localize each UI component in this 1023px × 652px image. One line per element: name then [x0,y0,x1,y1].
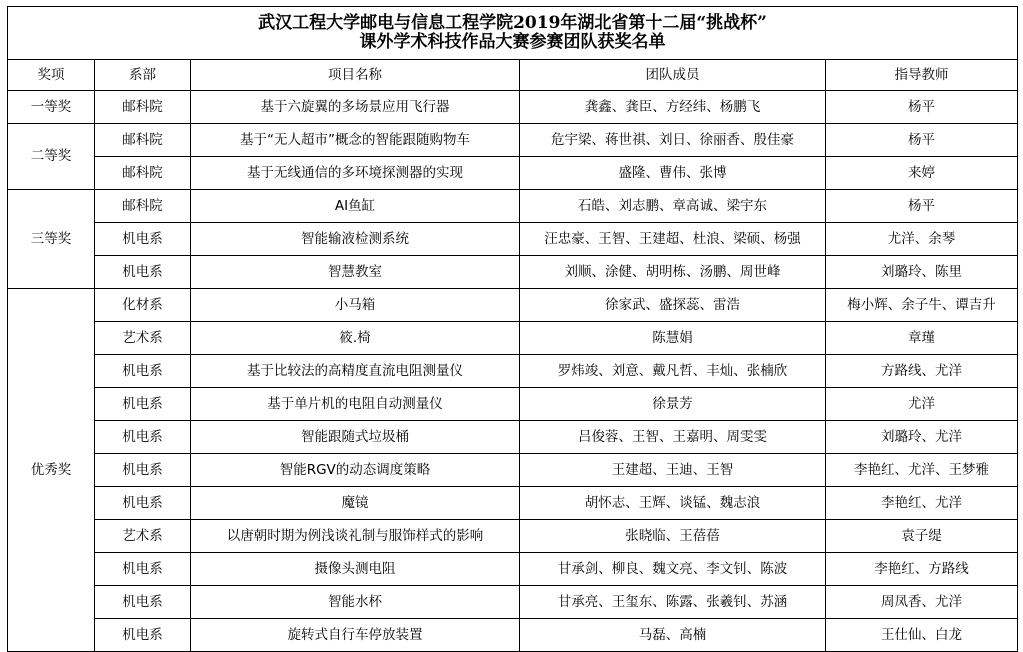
advisor-cell: 杨平 [826,91,1018,124]
project-cell: 摄像头测电阻 [191,553,520,586]
advisor-cell: 刘璐玲、陈里 [826,256,1018,289]
table-row [8,619,1018,652]
advisor-cell: 杨平 [826,124,1018,157]
department-cell: 机电系 [95,619,191,652]
project-cell: 智能RGV的动态调度策略 [191,454,520,487]
project-cell: 基于比较法的高精度直流电阻测量仪 [191,355,520,388]
table-row [8,322,1018,355]
advisor-cell: 袁子缇 [826,520,1018,553]
members-cell: 刘顺、涂健、胡明栋、汤鹏、周世峰 [520,256,826,289]
members-cell: 石皓、刘志鹏、章高诚、梁宇东 [520,190,826,223]
members-cell: 吕俊蓉、王智、王嘉明、周雯雯 [520,421,826,454]
table-row [8,223,1018,256]
members-cell: 甘承亮、王玺东、陈露、张羲钊、苏涵 [520,586,826,619]
members-cell: 胡怀志、王辉、谈锰、魏志浪 [520,487,826,520]
members-cell: 陈慧娟 [520,322,826,355]
project-cell: 以唐朝时期为例浅谈礼制与服饰样式的影响 [191,520,520,553]
advisor-cell: 章瑾 [826,322,1018,355]
table-row [8,190,1018,223]
header-members: 团队成员 [520,60,826,91]
project-cell: 智能水杯 [191,586,520,619]
advisor-cell: 周凤香、尤洋 [826,586,1018,619]
table-row [8,454,1018,487]
members-cell: 徐景芳 [520,388,826,421]
table-row [8,355,1018,388]
title-row [8,7,1018,60]
project-cell: AI鱼缸 [191,190,520,223]
project-cell: 旋转式自行车停放装置 [191,619,520,652]
header-advisor: 指导教师 [826,60,1018,91]
table-row [8,157,1018,190]
project-cell: 智慧教室 [191,256,520,289]
department-cell: 邮科院 [95,157,191,190]
advisor-cell: 尤洋、余琴 [826,223,1018,256]
table-row [8,256,1018,289]
members-cell: 危宇梁、蒋世祺、刘日、徐丽香、殷佳豪 [520,124,826,157]
project-cell: 智能跟随式垃圾桶 [191,421,520,454]
department-cell: 艺术系 [95,520,191,553]
advisor-cell: 来婷 [826,157,1018,190]
department-cell: 机电系 [95,586,191,619]
department-cell: 机电系 [95,454,191,487]
department-cell: 机电系 [95,223,191,256]
project-cell: 智能输液检测系统 [191,223,520,256]
advisor-cell: 王仕仙、白龙 [826,619,1018,652]
project-cell: 基于单片机的电阻自动测量仪 [191,388,520,421]
advisor-cell: 李艳红、方路线 [826,553,1018,586]
award-cell: 一等奖 [8,91,95,124]
members-cell: 马磊、高楠 [520,619,826,652]
members-cell: 甘承剑、柳良、魏文亮、李文钊、陈波 [520,553,826,586]
department-cell: 邮科院 [95,124,191,157]
project-cell: 魔镜 [191,487,520,520]
department-cell: 艺术系 [95,322,191,355]
members-cell: 龚鑫、龚臣、方经纬、杨鹏飞 [520,91,826,124]
table-row [8,421,1018,454]
advisor-cell: 刘璐玲、尤洋 [826,421,1018,454]
header-row [8,60,1018,91]
table-row [8,553,1018,586]
project-cell: 筱.椅 [191,322,520,355]
department-cell: 机电系 [95,388,191,421]
advisor-cell: 梅小辉、余子牛、谭吉升 [826,289,1018,322]
table-row [8,124,1018,157]
advisor-cell: 方路线、尤洋 [826,355,1018,388]
department-cell: 机电系 [95,487,191,520]
table-row [8,520,1018,553]
award-cell: 优秀奖 [8,289,95,652]
project-cell: 基于“无人超市”概念的智能跟随购物车 [191,124,520,157]
members-cell: 张晓临、王蓓蓓 [520,520,826,553]
members-cell: 罗炜竣、刘意、戴凡哲、丰灿、张楠欣 [520,355,826,388]
header-award: 奖项 [8,60,95,91]
award-cell: 三等奖 [8,190,95,289]
department-cell: 机电系 [95,421,191,454]
department-cell: 机电系 [95,553,191,586]
department-cell: 化材系 [95,289,191,322]
department-cell: 邮科院 [95,190,191,223]
advisor-cell: 尤洋 [826,388,1018,421]
table-row [8,487,1018,520]
award-cell: 二等奖 [8,124,95,190]
members-cell: 汪忠豪、王智、王建超、杜浪、梁硕、杨强 [520,223,826,256]
members-cell: 盛隆、曹伟、张博 [520,157,826,190]
project-cell: 基于六旋翼的多场景应用飞行器 [191,91,520,124]
advisor-cell: 李艳红、尤洋、王梦雅 [826,454,1018,487]
table-row [8,586,1018,619]
title-line-1: 武汉工程大学邮电与信息工程学院2019年湖北省第十二届“挑战杯” [258,13,767,34]
members-cell: 王建超、王迪、王智 [520,454,826,487]
advisor-cell: 杨平 [826,190,1018,223]
table-row [8,289,1018,322]
project-cell: 小马箱 [191,289,520,322]
header-department: 系部 [95,60,191,91]
department-cell: 邮科院 [95,91,191,124]
header-project: 项目名称 [191,60,520,91]
department-cell: 机电系 [95,355,191,388]
project-cell: 基于无线通信的多环境探测器的实现 [191,157,520,190]
table-row [8,388,1018,421]
document-title [8,7,1018,60]
members-cell: 徐家武、盛探蕊、雷浩 [520,289,826,322]
title-line-2: 课外学术科技作品大赛参赛团队获奖名单 [359,32,666,52]
awards-table [7,6,1018,652]
table-row [8,91,1018,124]
advisor-cell: 李艳红、尤洋 [826,487,1018,520]
department-cell: 机电系 [95,256,191,289]
